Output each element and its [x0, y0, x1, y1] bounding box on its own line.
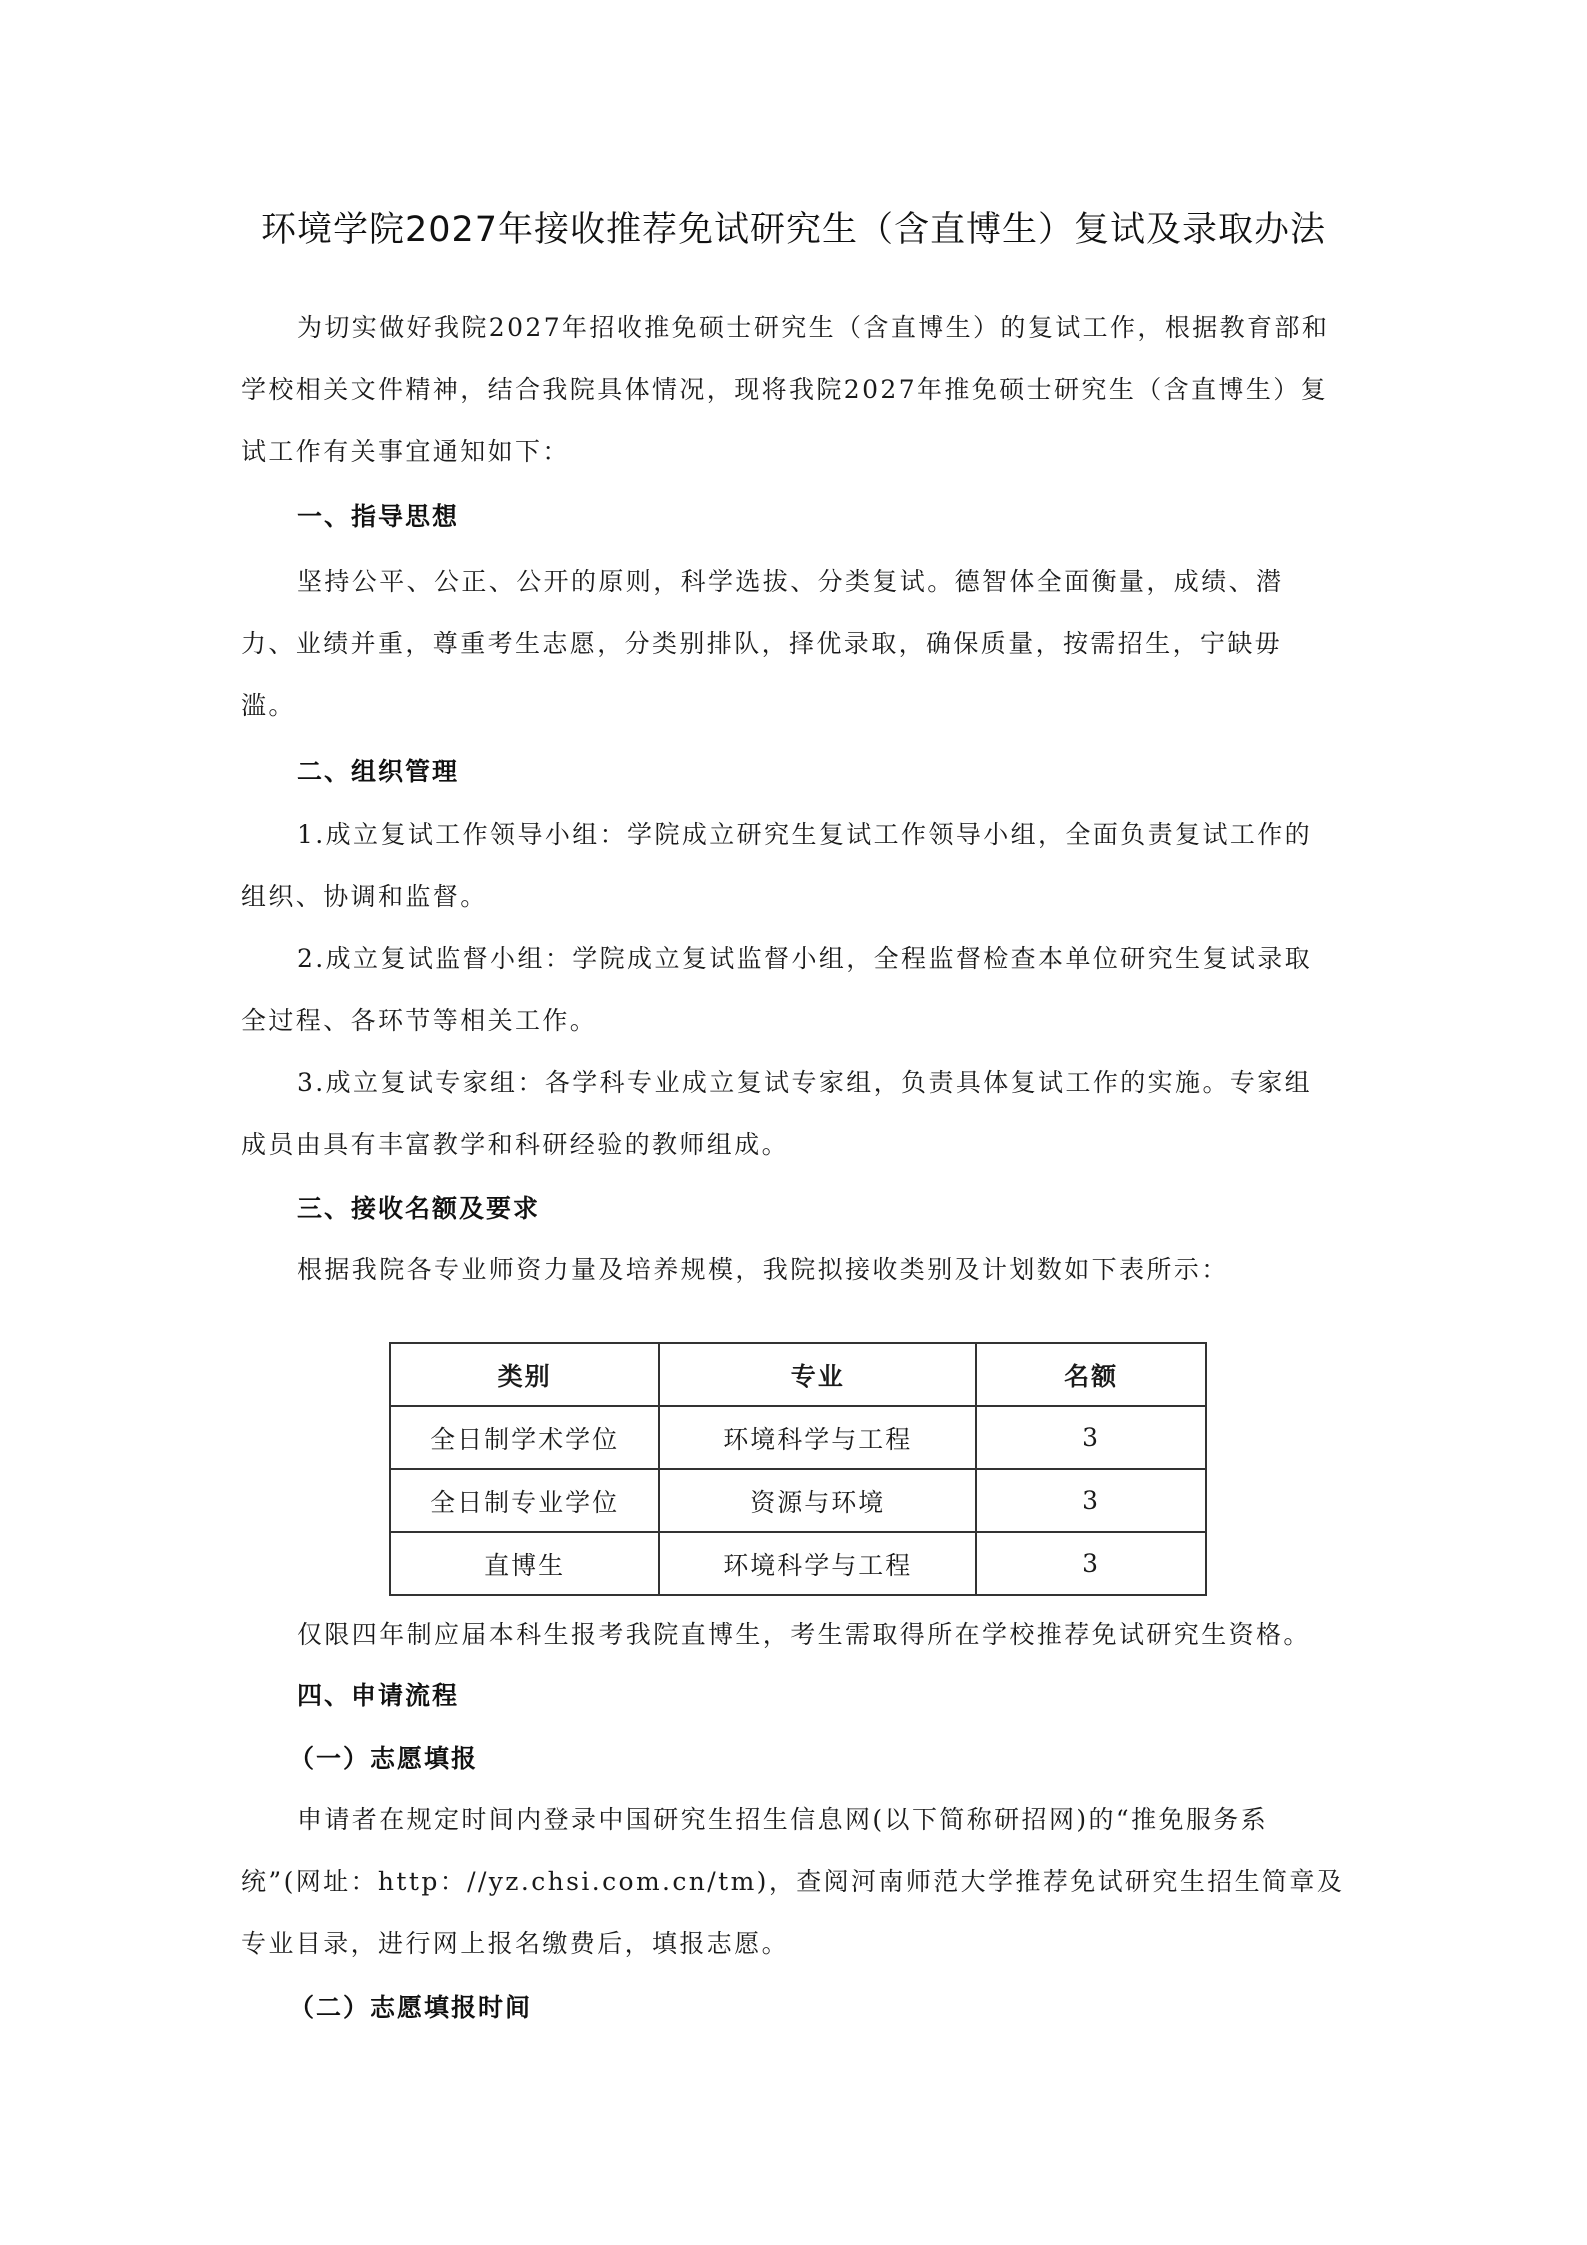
section2-item1-line1: 1.成立复试工作领导小组：学院成立研究生复试工作领导小组，全面负责复试工作的 [297, 820, 1313, 849]
table-cell-quota: 3 [976, 1469, 1206, 1532]
section2-item3-line2: 成员由具有丰富教学和科研经验的教师组成。 [241, 1130, 790, 1159]
quota-table [389, 1342, 1207, 1596]
table-cell-category: 直博生 [390, 1532, 659, 1595]
table-cell-category: 全日制学术学位 [390, 1406, 659, 1469]
section4-heading: 四、申请流程 [297, 1681, 460, 1710]
table-row [390, 1469, 1206, 1532]
section2-item2-line1: 2.成立复试监督小组：学院成立复试监督小组，全程监督检查本单位研究生复试录取 [297, 944, 1313, 973]
table-row [390, 1532, 1206, 1595]
table-header-row [390, 1343, 1206, 1406]
table-cell-major: 环境科学与工程 [659, 1406, 976, 1469]
section1-line-2: 力、业绩并重，尊重考生志愿，分类别排队，择优录取，确保质量，按需招生，宁缺毋 [241, 629, 1283, 658]
section4-sub1-line-2: 统”(网址：http：//yz.chsi.com.cn/tm)，查阅河南师范大学推荐免试研究生招生简章及 [241, 1867, 1345, 1896]
table-cell-quota: 3 [976, 1406, 1206, 1469]
intro-line-3: 试工作有关事宜通知如下： [241, 437, 570, 466]
section2-item3-line1: 3.成立复试专家组：各学科专业成立复试专家组，负责具体复试工作的实施。专家组 [297, 1068, 1313, 1097]
table-row [390, 1406, 1206, 1469]
table-cell-quota: 3 [976, 1532, 1206, 1595]
section3-note: 仅限四年制应届本科生报考我院直博生，考生需取得所在学校推荐免试研究生资格。 [297, 1620, 1311, 1649]
table-header-quota: 名额 [976, 1343, 1206, 1406]
section4-sub1-line-3: 专业目录，进行网上报名缴费后，填报志愿。 [241, 1929, 790, 1958]
section3-heading: 三、接收名额及要求 [297, 1194, 541, 1223]
section1-line-3: 滥。 [241, 691, 296, 720]
section1-heading: 一、指导思想 [297, 502, 460, 531]
section1-line-1: 坚持公平、公正、公开的原则，科学选拔、分类复试。德智体全面衡量，成绩、潜 [297, 567, 1284, 596]
section4-sub1-heading: （一）志愿填报 [289, 1744, 479, 1773]
section3-lead: 根据我院各专业师资力量及培养规模，我院拟接收类别及计划数如下表所示： [297, 1255, 1229, 1284]
table-cell-major: 环境科学与工程 [659, 1532, 976, 1595]
section4-sub1-line-1: 申请者在规定时间内登录中国研究生招生信息网(以下简称研招网)的“推免服务系 [297, 1805, 1269, 1834]
table-header-category: 类别 [390, 1343, 659, 1406]
section2-item2-line2: 全过程、各环节等相关工作。 [241, 1006, 598, 1035]
section4-sub2-heading: （二）志愿填报时间 [289, 1993, 533, 2022]
intro-line-2: 学校相关文件精神，结合我院具体情况，现将我院2027年推免硕士研究生（含直博生）复 [241, 375, 1329, 404]
table-cell-category: 全日制专业学位 [390, 1469, 659, 1532]
section2-item1-line2: 组织、协调和监督。 [241, 882, 488, 911]
document-title: 环境学院2027年接收推荐免试研究生（含直博生）复试及录取办法 [260, 210, 1327, 250]
intro-line-1: 为切实做好我院2027年招收推免硕士研究生（含直博生）的复试工作，根据教育部和 [297, 313, 1330, 342]
section2-heading: 二、组织管理 [297, 757, 460, 786]
table-header-major: 专业 [659, 1343, 976, 1406]
table-cell-major: 资源与环境 [659, 1469, 976, 1532]
